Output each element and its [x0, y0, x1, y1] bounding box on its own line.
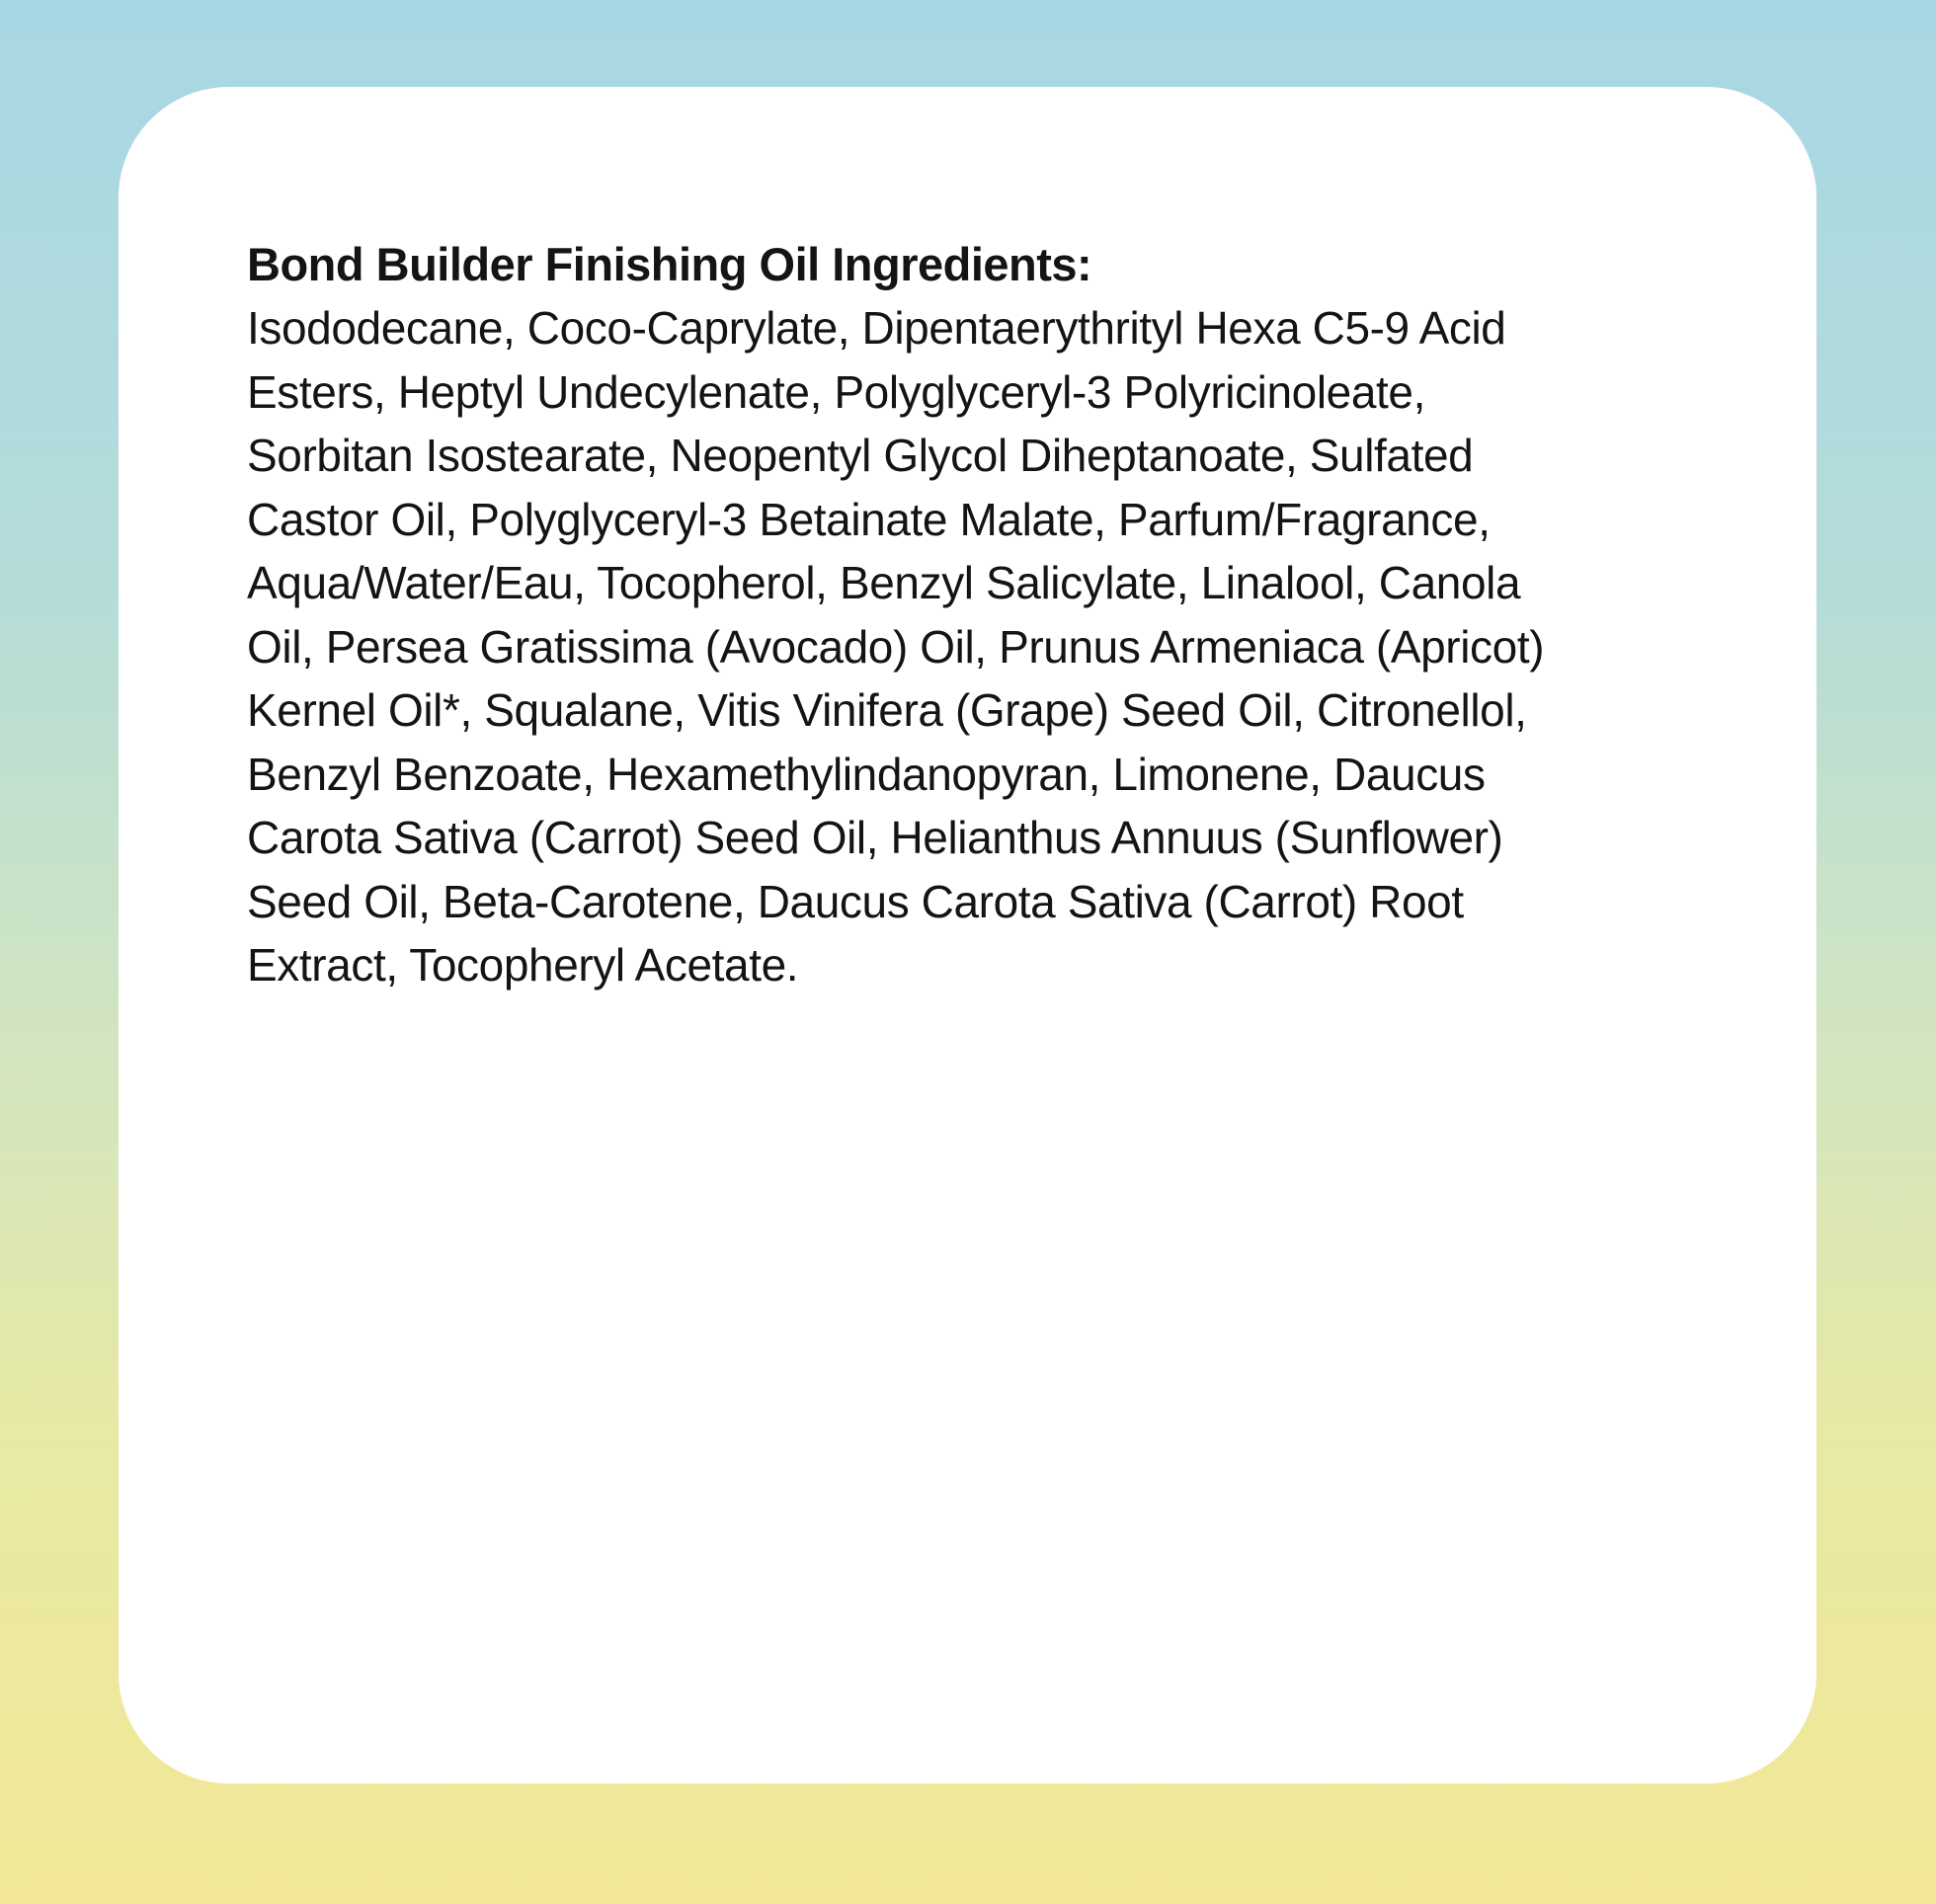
ingredients-heading: Bond Builder Finishing Oil Ingredients: [247, 238, 1092, 290]
ingredients-line: Kernel Oil*, Squalane, Vitis Vinifera (Grape) Seed Oil, Citronellol, [247, 684, 1527, 736]
ingredients-line: Sorbitan Isostearate, Neopentyl Glycol Diheptanoate, Sulfated [247, 430, 1474, 481]
ingredients-line: Benzyl Benzoate, Hexamethylindanopyran, Limonene, Daucus [247, 748, 1486, 800]
ingredients-line: Seed Oil, Beta-Carotene, Daucus Carota Sativa (Carrot) Root [247, 875, 1464, 927]
ingredients-line: Castor Oil, Polyglyceryl-3 Betainate Malate, Parfum/Fragrance, [247, 493, 1491, 545]
ingredients-line: Extract, Tocopheryl Acetate. [247, 939, 799, 991]
ingredients-line: Carota Sativa (Carrot) Seed Oil, Helianthus Annuus (Sunflower) [247, 812, 1503, 863]
ingredients-card [119, 87, 1816, 1784]
ingredients-line: Aqua/Water/Eau, Tocopherol, Benzyl Salicylate, Linalool, Canola [247, 557, 1521, 608]
ingredients-line: Isododecane, Coco-Caprylate, Dipentaerythrityl Hexa C5-9 Acid [247, 302, 1506, 354]
ingredients-content [247, 233, 1719, 997]
ingredients-line: Oil, Persea Gratissima (Avocado) Oil, Prunus Armeniaca (Apricot) [247, 620, 1545, 673]
ingredients-list [247, 296, 1719, 997]
ingredients-line: Esters, Heptyl Undecylenate, Polyglyceryl-3 Polyricinoleate, [247, 365, 1425, 418]
